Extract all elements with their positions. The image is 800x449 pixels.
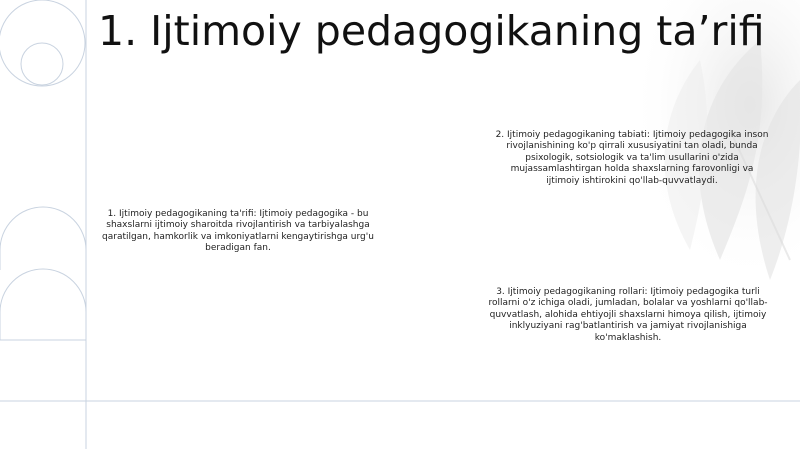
decorative-circles (0, 0, 85, 86)
paragraph-definition: 1. Ijtimoiy pedagogikaning ta'rifi: Ijtimoiy pedagogika - bu shaxslarni ijtimoiy sharoitda rivojlantirish va tarbiyalashga qaratilgan, hamkorlik va imkoniyatlarni kengaytirishga urg'u beradigan fan. (102, 209, 374, 254)
decorative-arches (0, 207, 86, 340)
paragraph-nature: 2. Ijtimoiy pedagogikaning tabiati: Ijtimoiy pedagogika inson rivojlanishining ko'p qirrali xususiyatini tan oladi, bunda psixologik, sotsiologik va ta'lim usullarini o'zida mujassamlashtirgan holda shaxslarning farovonligi va ijtimoiy ishtirokini qo'llab-quvvatlaydi. (495, 130, 769, 186)
paragraph-roles: 3. Ijtimoiy pedagogikaning rollari: Ijtimoiy pedagogika turli rollarni o'z ichiga oladi, jumladan, bolalar va yoshlarni qo'llab-quvvatlash, alohida ehtiyojli shaxslarni himoya qilish, ijtimoiy inklyuziyani rag'batlantirish va jamiyat rivojlanishiga ko'maklashish. (488, 287, 768, 343)
slide-title: 1. Ijtimoiy pedagogikaning ta’rifi (98, 7, 765, 55)
